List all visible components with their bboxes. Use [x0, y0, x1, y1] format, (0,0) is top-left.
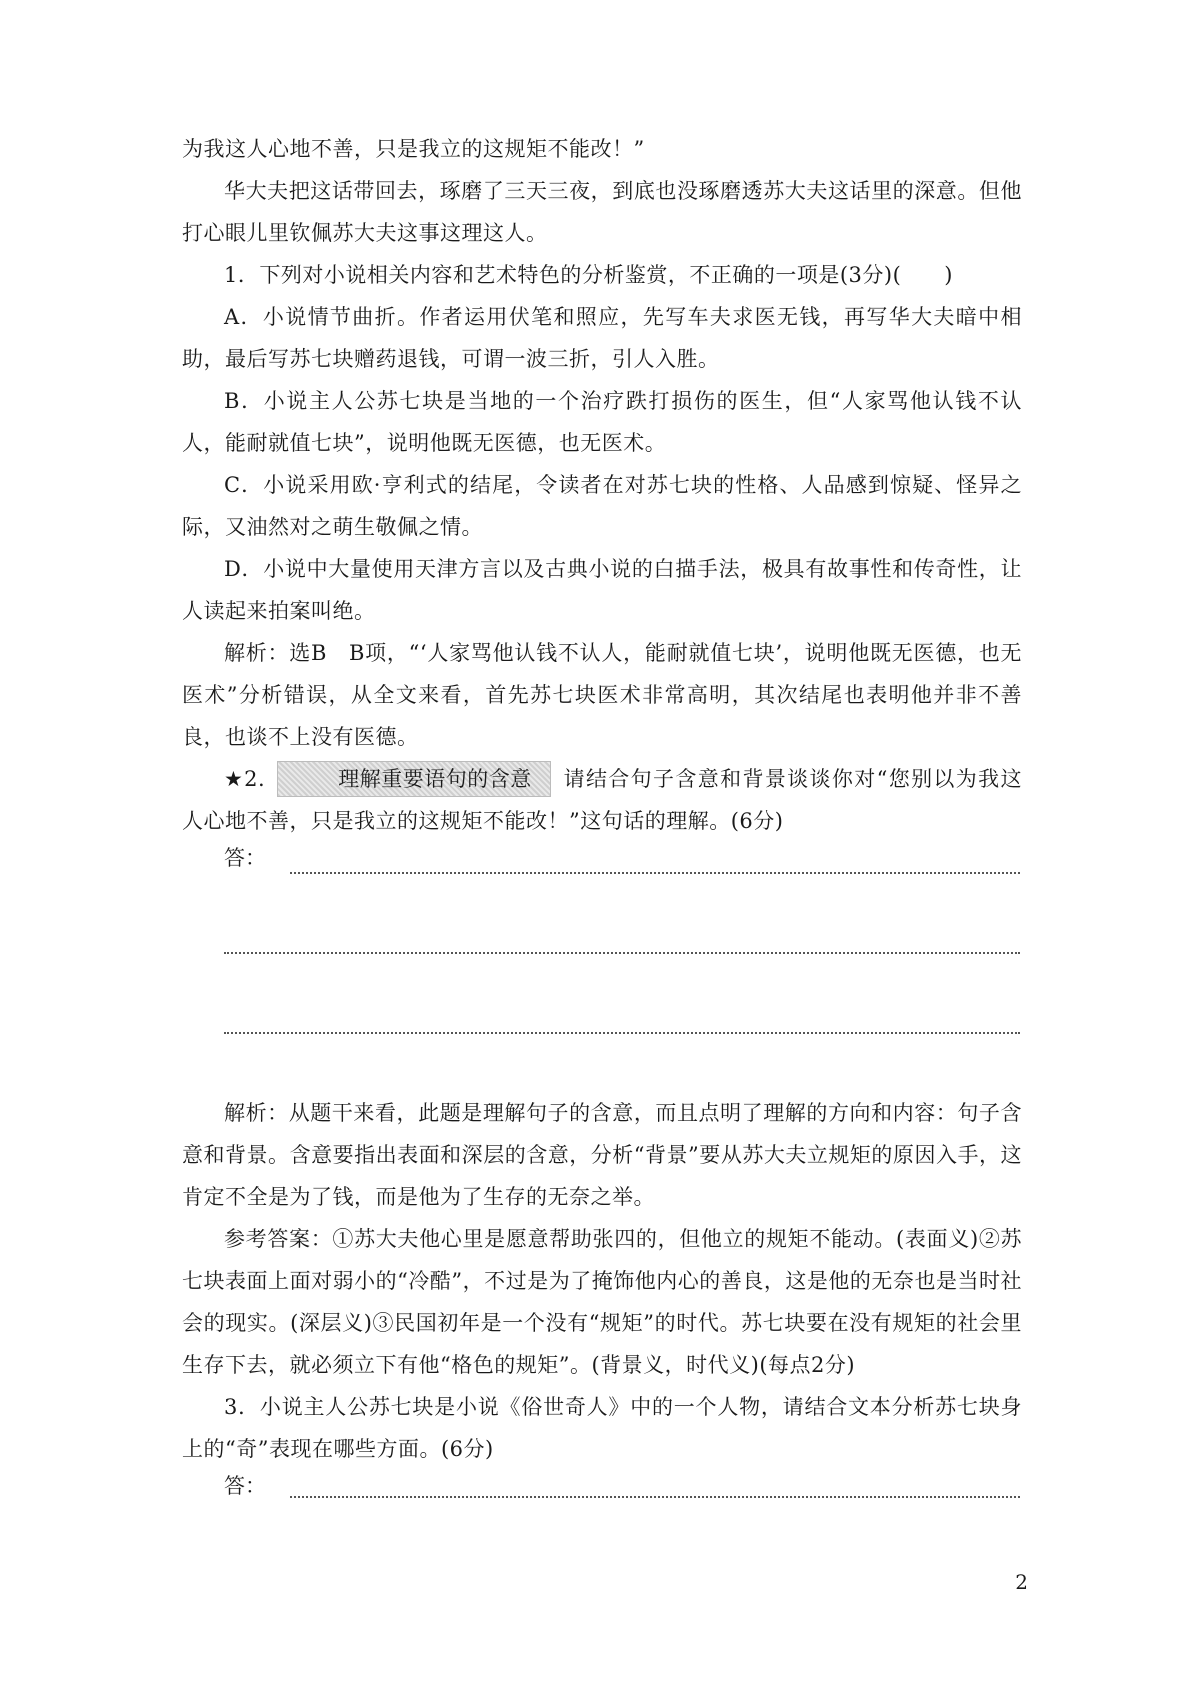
- question-2-skill-tag: 理解重要语句的含意: [277, 761, 551, 797]
- answer-line[interactable]: [224, 952, 1020, 954]
- explanation-2: 解析：从题干来看，此题是理解句子的含意，而且点明了理解的方向和内容：句子含意和背景。含意要指出表面和深层的含意，分析“背景”要从苏大夫立规矩的原因入手，这肯定不全是为了钱，而是他为了生存的无奈之举。: [182, 1101, 1022, 1209]
- question-1: 1．下列对小说相关内容和艺术特色的分析鉴赏，不正确的一项是(3分)( ): [224, 263, 953, 287]
- option-d: D．小说中大量使用天津方言以及古典小说的白描手法，极具有故事性和传奇性，让人读起来拍案叫绝。: [182, 557, 1022, 623]
- answer-label-2: 答：: [224, 846, 266, 870]
- reference-answer-2: 参考答案：①苏大夫他心里是愿意帮助张四的，但他立的规矩不能动。(表面义)②苏七块表面上面对弱小的“冷酷”，不过是为了掩饰他内心的善良，这是他的无奈也是当时社会的现实。(深层义)③民国初年是一个没有“规矩”的时代。苏七块要在没有规矩的社会里生存下去，就必须立下有他“格色的规矩”。(背景义，时代义)(每点2分): [182, 1227, 1022, 1377]
- option-c: C．小说采用欧·亨利式的结尾，令读者在对苏七块的性格、人品感到惊疑、怪异之际，又油然对之萌生敬佩之情。: [182, 473, 1022, 539]
- paragraph-narrative: 华大夫把这话带回去，琢磨了三天三夜，到底也没琢磨透苏大夫这话里的深意。但他打心眼儿里钦佩苏大夫这事这理这人。: [182, 179, 1022, 245]
- explanation-1: 解析：选B B项，“‘人家骂他认钱不认人，能耐就值七块’，说明他既无医德，也无医术”分析错误，从全文来看，首先苏七块医术非常高明，其次结尾也表明他并非不善良，也谈不上没有医德。: [182, 641, 1022, 749]
- answer-label-3: 答：: [224, 1474, 266, 1498]
- answer-line[interactable]: [290, 872, 1020, 874]
- page-number: 2: [1015, 1570, 1028, 1594]
- question-3: 3．小说主人公苏七块是小说《俗世奇人》中的一个人物，请结合文本分析苏七块身上的“奇”表现在哪些方面。(6分): [182, 1395, 1022, 1461]
- option-b: B．小说主人公苏七块是当地的一个治疗跌打损伤的医生，但“人家骂他认钱不认人，能耐就值七块”，说明他既无医德，也无医术。: [182, 389, 1022, 455]
- question-2-number: ★2.: [224, 767, 266, 791]
- question-2-text: 请结合句子含意和背景谈谈你对“您别以为我这人心地不善，只是我立的这规矩不能改！”这句话的理解。(6分): [182, 767, 1023, 833]
- answer-line[interactable]: [290, 1496, 1020, 1498]
- option-a: A．小说情节曲折。作者运用伏笔和照应，先写车夫求医无钱，再写华大夫暗中相助，最后写苏七块赠药退钱，可谓一波三折，引人入胜。: [182, 305, 1022, 371]
- question-2: [182, 758, 1022, 842]
- paragraph-continuation: 为我这人心地不善，只是我立的这规矩不能改！”: [182, 137, 645, 161]
- answer-line[interactable]: [224, 1032, 1020, 1034]
